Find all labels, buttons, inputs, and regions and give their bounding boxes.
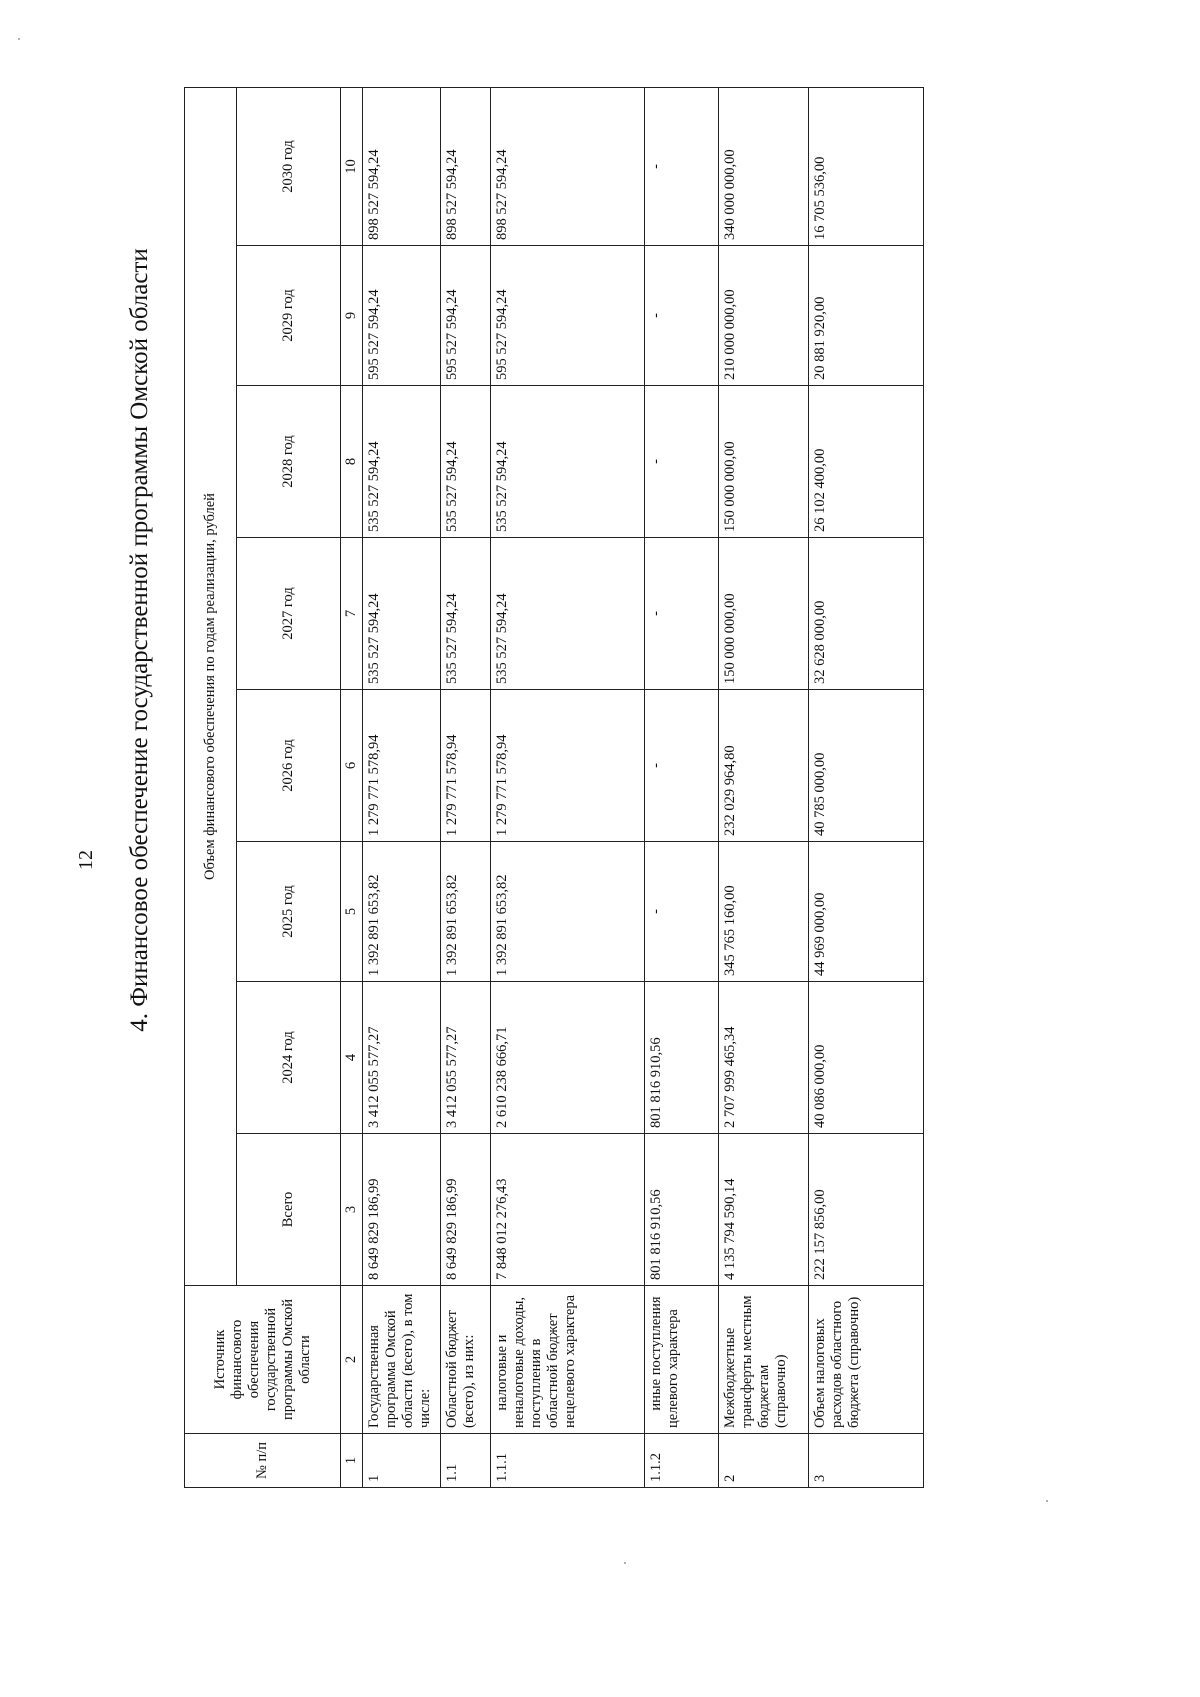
row-num: 1.1: [441, 1434, 491, 1488]
value-cell: 232 029 964,80: [719, 690, 809, 842]
value-cell: -: [645, 690, 719, 842]
row-source: Государственная программа Омской области (всего), в том числе:: [363, 1286, 441, 1434]
value-cell: 1 392 891 653,82: [363, 842, 441, 982]
value-cell: 40 785 000,00: [809, 690, 924, 842]
row-source: Областной бюджет (всего), из них:: [441, 1286, 491, 1434]
column-number: 9: [341, 246, 363, 386]
value-cell: 3 412 055 577,27: [441, 982, 491, 1134]
value-cell: 801 816 910,56: [645, 982, 719, 1134]
column-number: 6: [341, 690, 363, 842]
row-num: 1.1.1: [491, 1434, 645, 1488]
value-cell: 535 527 594,24: [441, 538, 491, 690]
row-source: налоговые и неналоговые доходы, поступления в областной бюджет нецелевого характера: [491, 1286, 645, 1434]
header-year-2024: 2024 год: [237, 982, 341, 1134]
header-volume-group: Объем финансового обеспечения по годам реализации, рублей: [185, 88, 237, 1286]
page-number: 12: [75, 850, 97, 870]
row-num: 1: [363, 1434, 441, 1488]
value-cell: 801 816 910,56: [645, 1134, 719, 1286]
value-cell: 535 527 594,24: [363, 386, 441, 538]
value-cell: 595 527 594,24: [491, 246, 645, 386]
header-year-2029: 2029 год: [237, 246, 341, 386]
header-total: Всего: [237, 1134, 341, 1286]
value-cell: 8 649 829 186,99: [363, 1134, 441, 1286]
value-cell: -: [645, 386, 719, 538]
header-year-2026: 2026 год: [237, 690, 341, 842]
column-number: 1: [341, 1434, 363, 1488]
value-cell: 345 765 160,00: [719, 842, 809, 982]
value-cell: 7 848 012 276,43: [491, 1134, 645, 1286]
row-source: Межбюджетные трансферты местным бюджетам (справочно): [719, 1286, 809, 1434]
header-year-2027: 2027 год: [237, 538, 341, 690]
row-source: Объем налоговых расходов областного бюджета (справочно): [809, 1286, 924, 1434]
value-cell: 535 527 594,24: [441, 386, 491, 538]
financing-table: [184, 87, 924, 1488]
value-cell: 2 610 238 666,71: [491, 982, 645, 1134]
value-cell: 1 392 891 653,82: [491, 842, 645, 982]
column-number: 2: [341, 1286, 363, 1434]
value-cell: 3 412 055 577,27: [363, 982, 441, 1134]
value-cell: 1 392 891 653,82: [441, 842, 491, 982]
header-source: Источник финансового обеспечения государственной программы Омской области: [185, 1286, 341, 1434]
value-cell: 535 527 594,24: [363, 538, 441, 690]
header-year-2025: 2025 год: [237, 842, 341, 982]
row-source: иные поступления целевого характера: [645, 1286, 719, 1434]
value-cell: 4 135 794 590,14: [719, 1134, 809, 1286]
value-cell: 595 527 594,24: [363, 246, 441, 386]
value-cell: 44 969 000,00: [809, 842, 924, 982]
value-cell: 210 000 000,00: [719, 246, 809, 386]
value-cell: 32 628 000,00: [809, 538, 924, 690]
table-row: [719, 88, 809, 1488]
scan-speck: [624, 1562, 626, 1564]
table-row: [363, 88, 441, 1488]
value-cell: -: [645, 246, 719, 386]
table-row: [441, 88, 491, 1488]
column-number: 10: [341, 88, 363, 246]
column-number: 5: [341, 842, 363, 982]
value-cell: 1 279 771 578,94: [491, 690, 645, 842]
value-cell: 898 527 594,24: [491, 88, 645, 246]
value-cell: 150 000 000,00: [719, 538, 809, 690]
row-num: 2: [719, 1434, 809, 1488]
column-number: 8: [341, 386, 363, 538]
value-cell: 1 279 771 578,94: [441, 690, 491, 842]
value-cell: 20 881 920,00: [809, 246, 924, 386]
financing-table-container: [184, 88, 924, 1488]
column-number-row: [341, 88, 363, 1488]
value-cell: 222 157 856,00: [809, 1134, 924, 1286]
value-cell: 2 707 999 465,34: [719, 982, 809, 1134]
row-num: 1.1.2: [645, 1434, 719, 1488]
table-row: [491, 88, 645, 1488]
value-cell: 535 527 594,24: [491, 538, 645, 690]
column-number: 7: [341, 538, 363, 690]
value-cell: 898 527 594,24: [441, 88, 491, 246]
scan-speck: [18, 38, 20, 40]
column-number: 3: [341, 1134, 363, 1286]
header-year-2030: 2030 год: [237, 88, 341, 246]
value-cell: -: [645, 842, 719, 982]
value-cell: 16 705 536,00: [809, 88, 924, 246]
row-num: 3: [809, 1434, 924, 1488]
value-cell: 1 279 771 578,94: [363, 690, 441, 842]
value-cell: -: [645, 88, 719, 246]
column-number: 4: [341, 982, 363, 1134]
value-cell: 898 527 594,24: [363, 88, 441, 246]
table-row: [645, 88, 719, 1488]
scan-speck: [1046, 1500, 1048, 1502]
value-cell: 340 000 000,00: [719, 88, 809, 246]
header-year-2028: 2028 год: [237, 386, 341, 538]
value-cell: 595 527 594,24: [441, 246, 491, 386]
value-cell: 8 649 829 186,99: [441, 1134, 491, 1286]
table-row: [809, 88, 924, 1488]
value-cell: 150 000 000,00: [719, 386, 809, 538]
value-cell: 26 102 400,00: [809, 386, 924, 538]
document-title: 4. Финансовое обеспечение государственной программы Омской области: [126, 248, 153, 1032]
header-num: № п/п: [185, 1434, 341, 1488]
value-cell: 535 527 594,24: [491, 386, 645, 538]
value-cell: -: [645, 538, 719, 690]
value-cell: 40 086 000,00: [809, 982, 924, 1134]
